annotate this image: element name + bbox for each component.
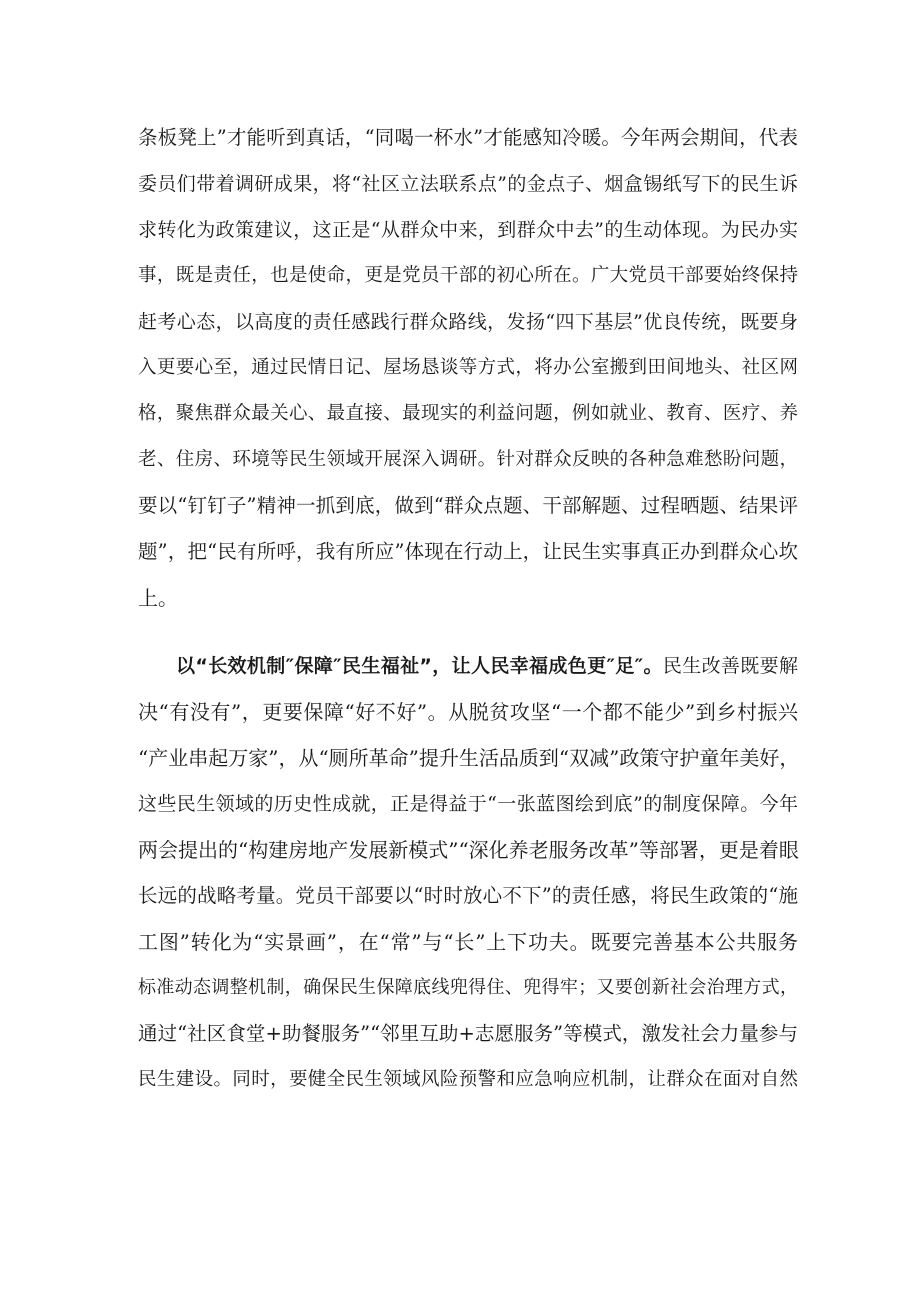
paragraph-1-line: 求转化为政策建议，这正是“从群众中来，到群众中去”的生动体现。为民办实 — [138, 219, 798, 241]
paragraph-2-line: “产业串起万家”，从“厕所革命”提升生活品质到“双减”政策守护童年美好， — [138, 746, 800, 770]
paragraph-1-line: 条板凳上”才能听到真话，“同喝一杯水”才能感知冷暖。今年两会期间，代表 — [138, 126, 798, 149]
paragraph-2-line: 决“有没有”，更要保障“好不好”。从脱贫攻坚“一个都不能少”到乡村振兴 — [138, 700, 798, 724]
paragraph-1-line: 事，既是责任，也是使命，更是党员干部的初心所在。广大党员干部要始终保持 — [138, 265, 798, 286]
paragraph-2-first-line-rest: 民生改善既要解 — [662, 655, 798, 677]
paragraph-1-line: 格，聚焦群众最关心、最直接、最现实的利益问题，例如就业、教育、医疗、养 — [138, 403, 798, 424]
paragraph-2-line: 民生建设。同时，要健全民生领域风险预警和应急响应机制，让群众在面对自然 — [138, 1069, 798, 1090]
paragraph-1-line: 委员们带着调研成果，将“社区立法联系点”的金点子、烟盒锡纸写下的民生诉 — [138, 173, 798, 195]
paragraph-1-line: 入更要心至，通过民情日记、屋场恳谈等方式，将办公室搬到田间地头、社区网 — [138, 357, 798, 378]
paragraph-1-line: 老、住房、环境等民生领域开展深入调研。针对群众反映的各种急难愁盼问题， — [138, 449, 798, 470]
paragraph-2-line: 两会提出的“构建房地产发展新模式”“深化养老服务改革”等部署，更是着眼 — [138, 838, 799, 862]
paragraph-1-line: 要以“钉钉子”精神一抓到底，做到“群众点题、干部解题、过程晒题、结果评 — [138, 494, 798, 517]
paragraph-1-line: 赶考心态，以高度的责任感践行群众路线，发扬“四下基层”优良传统，既要身 — [138, 311, 798, 333]
paragraph-2-line: 标准动态调整机制，确保民生保障底线兜得住、兜得牢；又要创新社会治理方式， — [138, 977, 798, 998]
paragraph-2-line: 通过“社区食堂+助餐服务”“邻里互助+志愿服务”等模式，激发社会力量参与 — [138, 1022, 798, 1045]
paragraph-2-line: 这些民生领域的历史性成就，正是得益于“一张蓝图绘到底”的制度保障。今年 — [138, 793, 798, 815]
paragraph-2-line: 长远的战略考量。党员干部要以“时时放心不下”的责任感，将民生政策的“施 — [138, 884, 798, 907]
paragraph-1-line: 上。 — [138, 586, 178, 610]
paragraph-2-heading: 以“长效机制″保障″民生福祉”，让人民幸福成色更″足″。 — [176, 655, 663, 677]
paragraph-2-line: 工图”转化为“实景画”，在“常”与“长”上下功夫。既要完善基本公共服务 — [138, 930, 798, 954]
paragraph-1-line: 题”，把“民有所呼，我有所应”体现在行动上，让民生实事真正办到群众心坎 — [138, 540, 798, 563]
paragraph-2-first-line — [176, 651, 798, 681]
